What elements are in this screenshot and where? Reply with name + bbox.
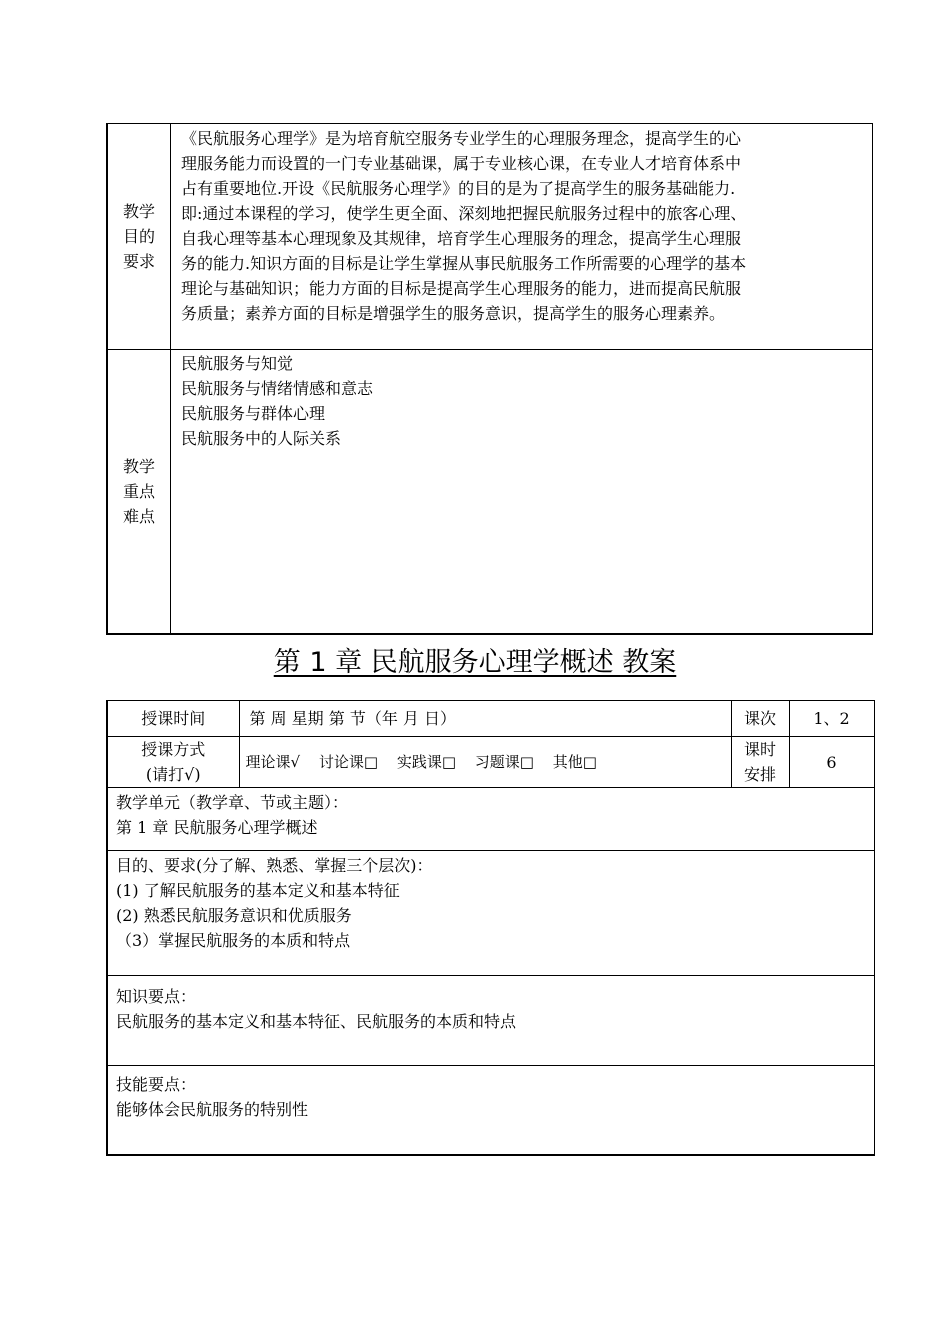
label-line: 教学 [122, 202, 155, 221]
section-heading: 知识要点： [116, 987, 197, 1006]
skills-section [107, 1066, 874, 1155]
label-line: 目的 [122, 227, 155, 246]
section-heading: 技能要点： [116, 1075, 197, 1094]
method-options [239, 737, 731, 788]
label-line: 教学 [122, 456, 155, 476]
time-label: 授课时间 [107, 701, 239, 737]
time-value: 第 周 星期 第 节（年 月 日） [239, 701, 731, 737]
teaching-unit [107, 788, 874, 851]
purpose-label [107, 124, 171, 350]
text-line: 即:通过本课程的学习，使学生更全面、深刻地把握民航服务过程中的旅客心理、 [181, 204, 747, 223]
label-line: 重点 [122, 481, 155, 501]
label-line: 难点 [122, 506, 155, 526]
method-label [107, 737, 239, 788]
page-title-text: 第 1 章 民航服务心理学概述 教案 [273, 647, 677, 678]
text-line: 理服务能力而设置的一门专业基础课，属于专业核心课，在专业人才培育体系中 [181, 154, 742, 173]
option-other[interactable]: 其他□ [552, 752, 597, 771]
option-discussion[interactable]: 讨论课□ [318, 752, 379, 771]
option-practice[interactable]: 实践课□ [396, 752, 456, 771]
label-line: (请打√) [145, 765, 201, 784]
key-points-label [107, 350, 171, 634]
option-exercise[interactable]: 习题课□ [474, 752, 534, 771]
section-heading: 目的、要求(分了解、熟悉、掌握三个层次)： [116, 856, 433, 875]
list-item: 民航服务中的人际关系 [181, 429, 342, 448]
session-label: 课次 [731, 701, 789, 737]
text-line: 理论与基础知识；能力方面的目标是提高学生心理服务的能力，进而提高民航服 [181, 279, 742, 298]
key-points-list [171, 350, 873, 634]
list-item: 民航服务与知觉 [181, 354, 294, 373]
text-line: (2) 熟悉民航服务意识和优质服务 [116, 906, 352, 925]
text-line: 务的能力.知识方面的目标是让学生掌握从事民航服务工作所需要的心理学的基本 [181, 254, 747, 273]
session-value: 1、2 [789, 701, 874, 737]
text-line: 能够体会民航服务的特别性 [116, 1100, 309, 1119]
knowledge-section [107, 976, 874, 1066]
list-item: 民航服务与情绪情感和意志 [181, 379, 374, 398]
hours-label [731, 737, 789, 788]
text-line: 第 1 章 民航服务心理学概述 [116, 818, 318, 837]
label-line: 要求 [122, 252, 155, 271]
label-line: 课时 [743, 740, 776, 759]
label-line: 安排 [743, 765, 776, 784]
text-line: (1) 了解民航服务的基本定义和基本特征 [116, 881, 400, 900]
goals-section [107, 851, 874, 976]
hours-value: 6 [789, 737, 874, 788]
text-line: 自我心理等基本心理现象及其规律，培育学生心理服务的理念，提高学生心理服 [181, 229, 742, 248]
lesson-plan-table [106, 700, 875, 1156]
text-line: 《民航服务心理学》是为培育航空服务专业学生的心理服务理念，提高学生的心 [181, 129, 742, 148]
text-line: 占有重要地位.开设《民航服务心理学》的目的是为了提高学生的服务基础能力. [181, 179, 736, 198]
option-theory[interactable]: 理论课√ [245, 752, 301, 771]
purpose-text [171, 124, 873, 350]
list-item: 民航服务与群体心理 [181, 404, 326, 423]
page-title [0, 643, 950, 683]
section-heading: 教学单元（教学章、节或主题）： [116, 793, 349, 812]
label-line: 授课方式 [141, 740, 206, 759]
text-line: 民航服务的基本定义和基本特征、民航服务的本质和特点 [116, 1012, 517, 1031]
course-overview-table [106, 123, 873, 635]
text-line: 务质量；素养方面的目标是增强学生的服务意识，提高学生的服务心理素养。 [181, 304, 726, 323]
text-line: （3）掌握民航服务的本质和特点 [116, 931, 351, 950]
